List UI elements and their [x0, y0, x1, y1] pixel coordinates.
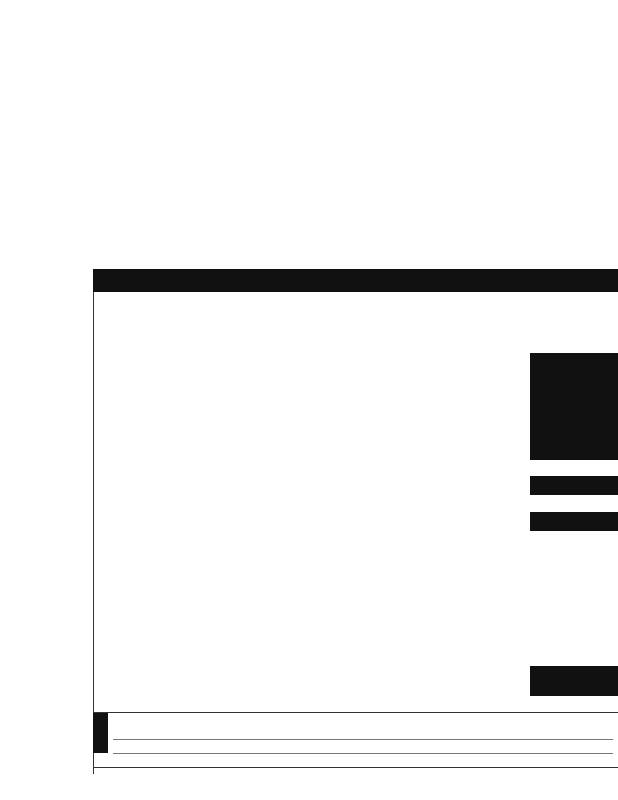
- column-yes: [466, 293, 486, 302]
- remedial-line: [113, 753, 613, 754]
- remedial-line: [93, 767, 618, 768]
- shaded-cell: [530, 476, 618, 495]
- shaded-cell: [93, 713, 108, 753]
- instructions-bar: [93, 281, 618, 292]
- shaded-cell: [530, 666, 618, 696]
- remedial-action-section: [93, 712, 618, 752]
- inspection-log-table: [93, 269, 618, 774]
- column-no: [486, 293, 506, 302]
- column-na: [506, 293, 526, 302]
- shaded-cell: [530, 353, 618, 458]
- log-title-bar: [93, 269, 618, 281]
- remedial-line: [113, 739, 613, 740]
- shaded-cell: [530, 512, 618, 531]
- shaded-cell: [530, 458, 618, 460]
